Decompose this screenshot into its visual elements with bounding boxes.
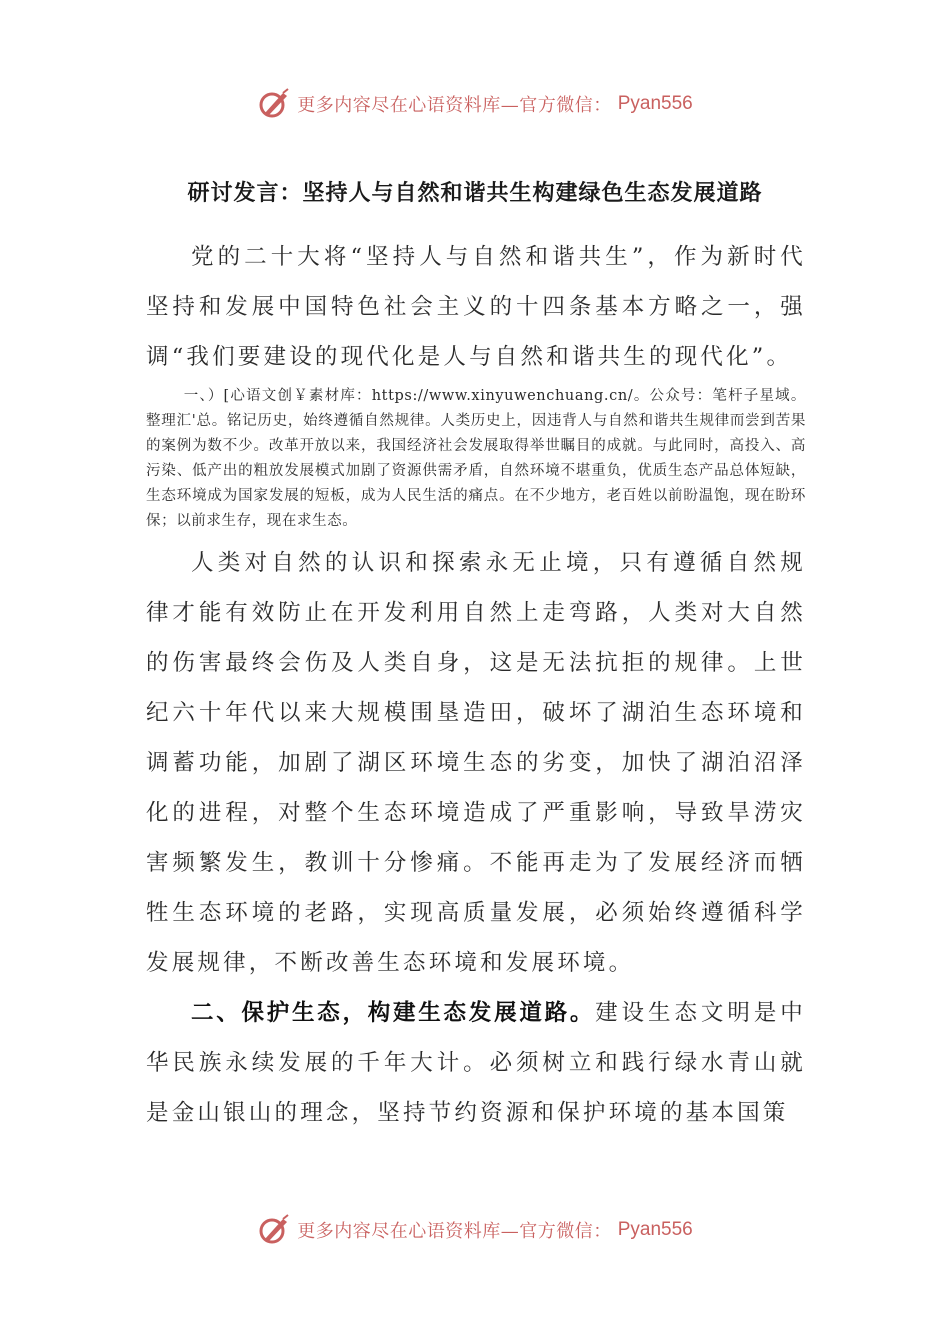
footer-banner <box>0 1210 950 1250</box>
section1-body-paragraph: 人类对自然的认识和探索永无止境，只有遵循自然规律才能有效防止在开发利用自然上走弯路，人类对大自然的伤害最终会伤及人类自身，这是无法抗拒的规律。上世纪六十年代以来大规模围垦造田，破坏了湖泊生态环境和调蓄功能，加剧了湖区环境生态的劣变，加快了湖泊沼泽化的进程，对整个生态环境造成了严重影响，导致旱涝灾害频繁发生，教训十分惨痛。不能再走为了发展经济而牺牲生态环境的老路，实现高质量发展，必须始终遵循科学发展规律，不断改善生态环境和发展环境。 <box>146 550 806 976</box>
banner-wechat-id: Pyan556 <box>617 93 693 114</box>
quill-logo-icon <box>257 1213 291 1247</box>
document-title: 研讨发言：坚持人与自然和谐共生构建绿色生态发展道路 <box>187 181 763 206</box>
quill-logo-icon <box>257 87 291 121</box>
banner-wechat-id: Pyan556 <box>617 1219 693 1240</box>
section2-paragraph <box>146 988 806 1138</box>
section2-body: 建设生态文明是中华民族永续发展的千年大计。必须树立和践行绿水青山就是金山银山的理念，坚持节约资源和保护环境的基本国策 <box>146 1000 806 1126</box>
document-body <box>146 232 806 1138</box>
banner-text: 更多内容尽在心语资料库—官方微信： <box>297 1221 612 1242</box>
banner-text: 更多内容尽在心语资料库—官方微信： <box>297 95 612 116</box>
section2-heading: 二、保护生态，构建生态发展道路。 <box>191 1000 596 1026</box>
header-banner <box>0 84 950 124</box>
intro-paragraph: 党的二十大将“坚持人与自然和谐共生”，作为新时代坚持和发展中国特色社会主义的十四条基本方略之一，强调“我们要建设的现代化是人与自然和谐共生的现代化”。 <box>146 244 806 370</box>
section1-small-paragraph: 一、）[心语文创￥素材库：https://www.xinyuwenchuang.cn/。公众号：笔杆子星域。整理汇'总。铭记历史，始终遵循自然规律。人类历史上，因违背人与自然和谐共生规律而尝到苦果的案例为数不少。改革开放以来，我国经济社会发展取得举世瞩目的成就。与此同时，高投入、高污染、低产出的粗放发展模式加剧了资源供需矛盾，自然环境不堪重负，优质生态产品总体短缺，生态环境成为国家发展的短板，成为人民生活的痛点。在不少地方，老百姓以前盼温饱，现在盼环保；以前求生存，现在求生态。 <box>146 388 806 529</box>
